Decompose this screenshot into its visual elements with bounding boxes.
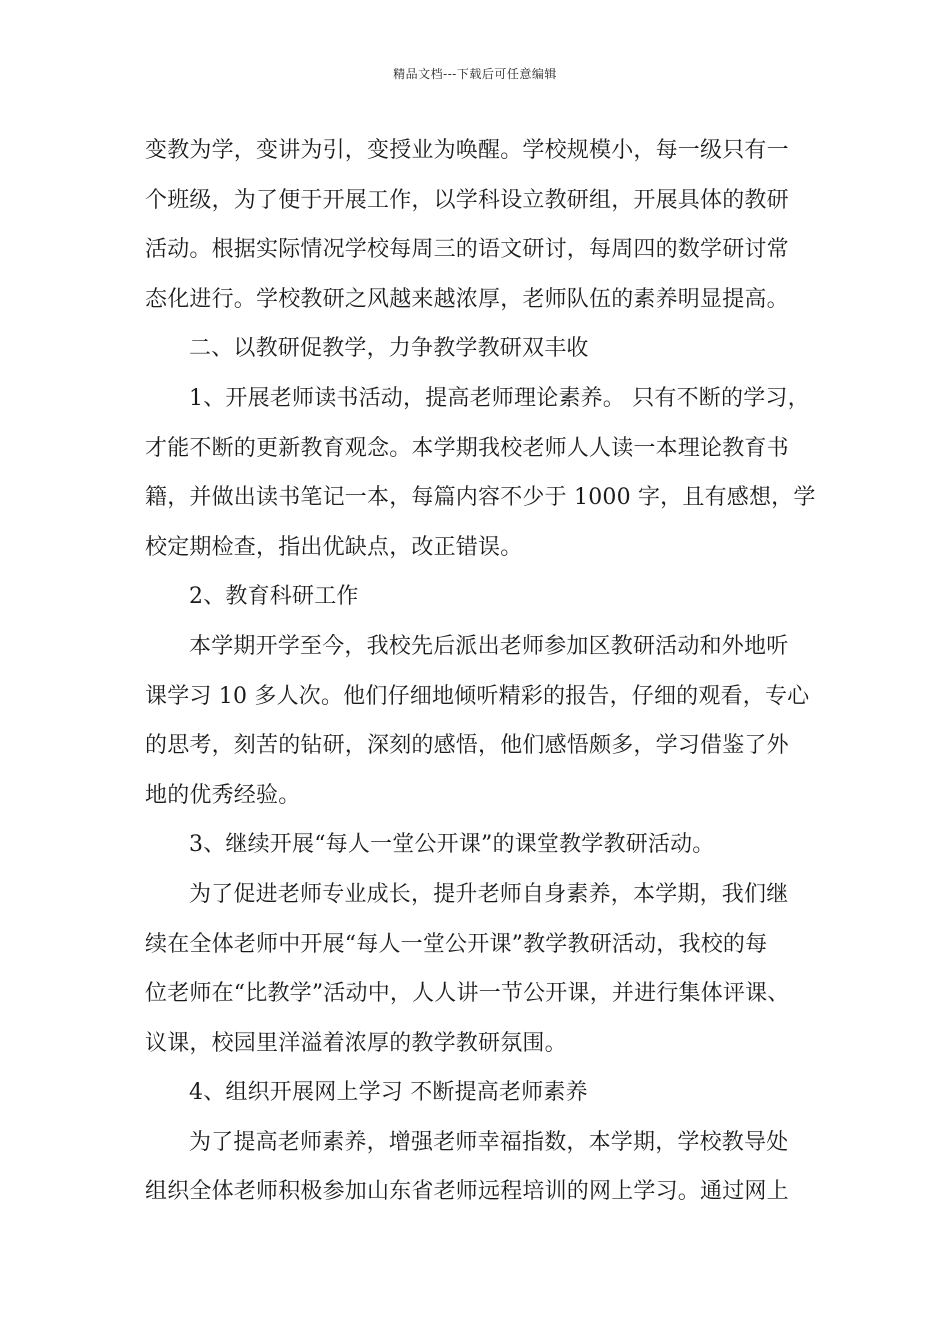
text-line: 4、组织开展网上学习 不断提高老师素养: [189, 1080, 588, 1106]
text-line: 地的优秀经验。: [145, 782, 301, 808]
text-line: 校定期检查，指出优缺点，改正错误。: [145, 534, 523, 560]
text-line: 个班级，为了便于开展工作，以学科设立教研组，开展具体的教研: [145, 187, 789, 213]
text-line: 1、开展老师读书活动，提高老师理论素养。 只有不断的学习，: [189, 385, 810, 411]
text-line: 组织全体老师积极参加山东省老师远程培训的网上学习。通过网上: [145, 1179, 789, 1205]
page-header: 精品文档---下载后可任意编辑: [393, 67, 557, 81]
text-line: 籍，并做出读书笔记一本，每篇内容不少于 1000 字，且有感想，学: [145, 485, 816, 511]
text-line: 活动。根据实际情况学校每周三的语文研讨，每周四的数学研讨常: [145, 237, 789, 263]
text-line: 2、教育科研工作: [189, 584, 359, 610]
text-line: 续在全体老师中开展“每人一堂公开课”教学教研活动，我校的每: [145, 931, 768, 957]
text-line: 位老师在“比教学”活动中，人人讲一节公开课，并进行集体评课、: [145, 981, 790, 1007]
text-line: 本学期开学至今，我校先后派出老师参加区教研活动和外地听: [189, 633, 789, 659]
text-line: 态化进行。学校教研之风越来越浓厚，老师队伍的素养明显提高。: [145, 286, 789, 312]
text-line: 3、继续开展“每人一堂公开课”的课堂教学教研活动。: [189, 832, 715, 858]
document-body: [145, 126, 825, 1217]
text-line: 二、以教研促教学，力争教学教研双丰收: [189, 336, 589, 362]
text-line: 课学习 10 多人次。他们仔细地倾听精彩的报告，仔细的观看，专心: [145, 683, 810, 709]
text-line: 为了促进老师专业成长，提升老师自身素养，本学期，我们继: [189, 881, 789, 907]
text-line: 才能不断的更新教育观念。本学期我校老师人人读一本理论教育书: [145, 435, 789, 461]
text-line: 为了提高老师素养，增强老师幸福指数，本学期，学校教导处: [189, 1129, 789, 1155]
text-line: 的思考，刻苦的钻研，深刻的感悟，他们感悟颇多，学习借鉴了外: [145, 733, 789, 759]
text-line: 议课，校园里洋溢着浓厚的教学教研氛围。: [145, 1030, 567, 1056]
text-line: 变教为学，变讲为引，变授业为唤醒。学校规模小，每一级只有一: [145, 138, 789, 163]
